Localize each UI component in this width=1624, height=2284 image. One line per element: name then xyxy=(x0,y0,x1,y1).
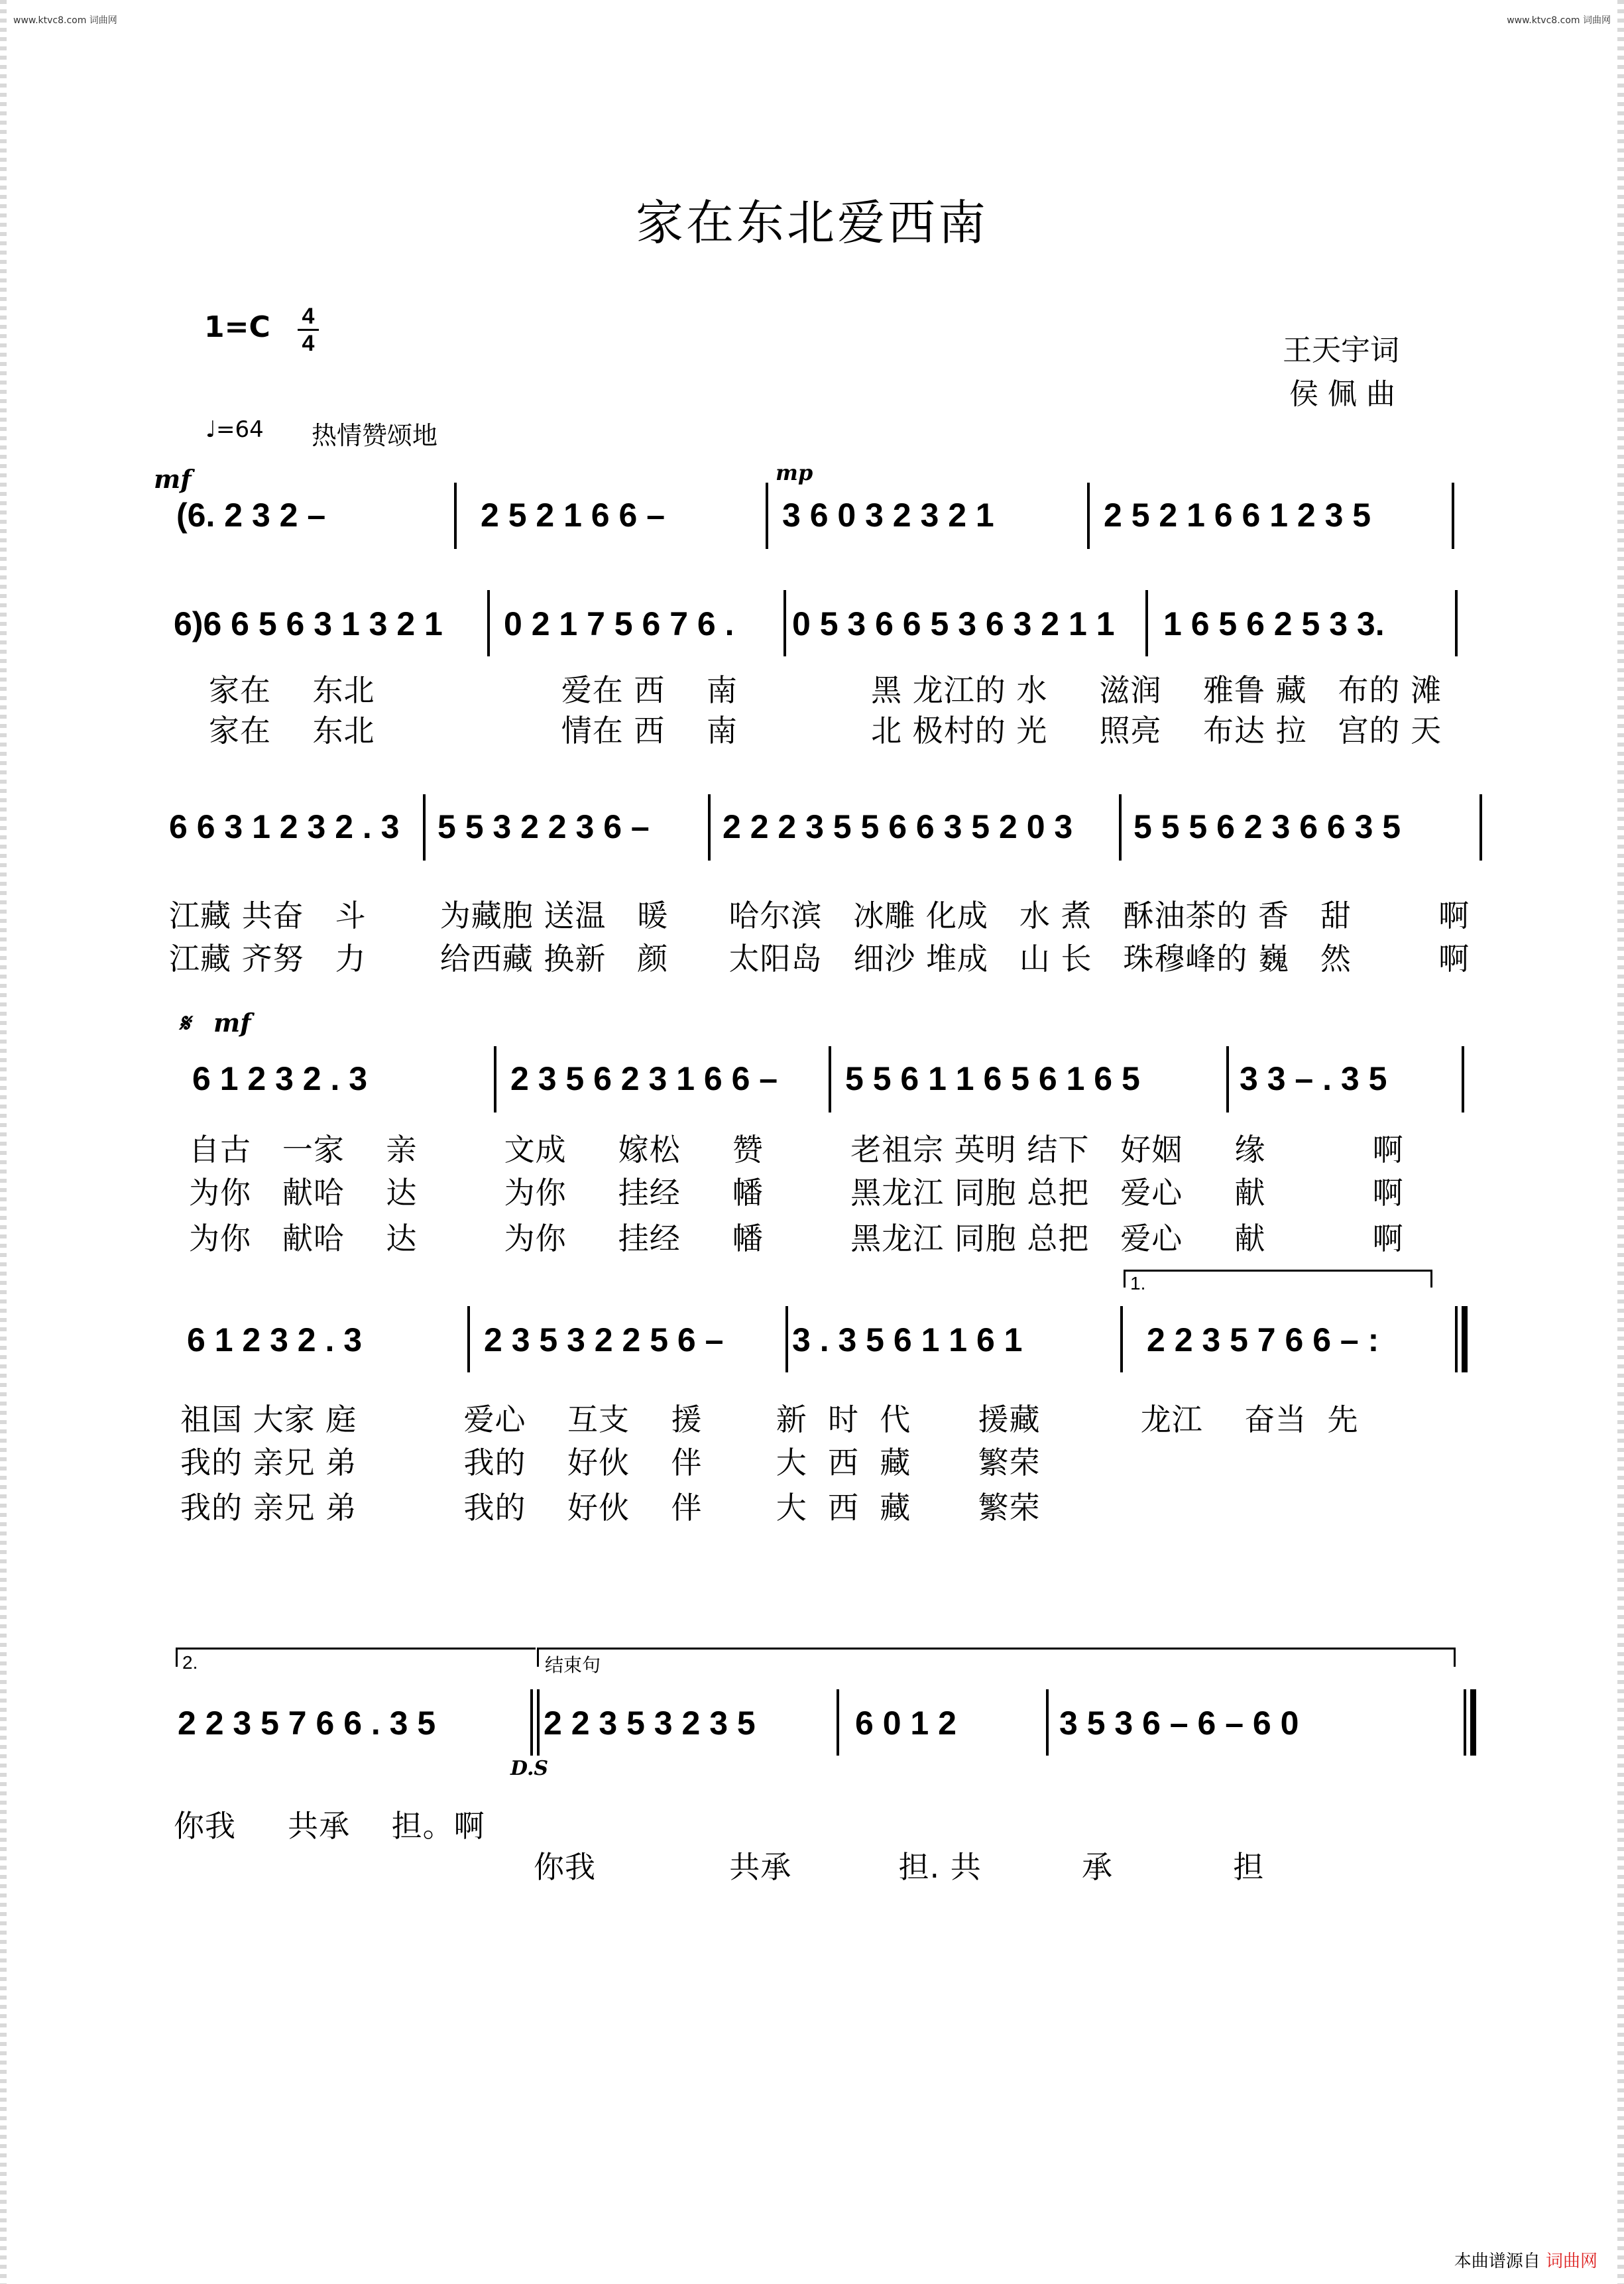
lyric: 伴 xyxy=(671,1490,703,1526)
lyric: 我的 xyxy=(180,1445,243,1480)
lyric: 南 xyxy=(706,713,738,749)
barline xyxy=(1145,590,1148,656)
lyric: 爱心 xyxy=(463,1402,526,1437)
lyric: 好伙 xyxy=(567,1490,630,1526)
barline xyxy=(1119,794,1122,861)
lyric: 繁荣 xyxy=(978,1490,1041,1526)
lyric: 担 xyxy=(1233,1849,1265,1885)
lyric: 我的 xyxy=(463,1445,526,1480)
lyric: 为藏胞 送温 xyxy=(439,898,607,933)
lyric: 献 xyxy=(1234,1221,1266,1256)
lyric: 藏 xyxy=(880,1490,911,1526)
barline xyxy=(454,483,457,549)
lyric: 我的 xyxy=(180,1490,243,1526)
row3-measure4: 5 5 5 6 2 3 6 6 3 5 xyxy=(1133,808,1401,845)
lyric: 共承 xyxy=(729,1849,792,1885)
lyric: 太阳岛 xyxy=(728,941,823,977)
song-title: 家在东北爱西南 xyxy=(635,195,988,251)
barline xyxy=(494,1046,496,1112)
lyric: 东北 xyxy=(312,713,375,749)
final-barline-thin xyxy=(1464,1689,1466,1756)
lyric: 东北 xyxy=(312,672,375,708)
lyric: 挂经 xyxy=(618,1175,681,1211)
footer-credit xyxy=(1454,2248,1597,2272)
second-ending-bracket xyxy=(176,1648,536,1667)
lyric: 爱心 xyxy=(1120,1175,1183,1211)
row4-measure4: 3 3 – . 3 5 xyxy=(1240,1060,1387,1097)
header-site-left: www.ktvc8.com 词曲网 xyxy=(13,15,117,26)
time-sig-bottom: 4 xyxy=(302,331,315,356)
row2-measure1: 6)6 6 5 6 3 1 3 2 1 xyxy=(174,605,443,642)
lyric: 然 xyxy=(1320,941,1352,977)
barline xyxy=(837,1689,839,1756)
row6-measure1: 2 2 3 5 7 6 6 . 3 5 xyxy=(178,1705,436,1742)
row4-measure1: 6 1 2 3 2 . 3 xyxy=(192,1060,368,1097)
barline xyxy=(1452,483,1454,549)
lyric: 力 xyxy=(335,941,367,977)
lyric: 冰雕 化成 xyxy=(853,898,988,933)
lyric: 援藏 xyxy=(978,1402,1041,1437)
row6-measure3: 6 0 1 2 xyxy=(855,1705,957,1742)
lyric: 颜 xyxy=(637,941,669,977)
row6-lyrics-line1 xyxy=(174,1802,485,1846)
lyric: 挂经 xyxy=(618,1221,681,1256)
row5-measure2: 2 3 5 3 2 2 5 6 – xyxy=(484,1321,724,1358)
lyric: 亲兄 xyxy=(253,1490,316,1526)
lyric: 爱心 xyxy=(1120,1221,1183,1256)
barline xyxy=(1087,483,1090,549)
lyric: 亲兄 xyxy=(253,1445,316,1480)
row4-measure3: 5 5 6 1 1 6 5 6 1 6 5 xyxy=(845,1060,1140,1097)
lyric: 共承 xyxy=(288,1808,351,1844)
lyric: 奋当 xyxy=(1244,1402,1307,1437)
segno-mark: 𝄋 xyxy=(179,1008,190,1038)
lyric: 互支 xyxy=(567,1402,630,1437)
lyric: 哈尔滨 xyxy=(728,898,823,933)
lyric: 西 xyxy=(828,1445,859,1480)
lyric: 北 极村的 光 xyxy=(871,713,1048,749)
barline xyxy=(530,1689,533,1756)
lyric: 总把 xyxy=(1027,1175,1090,1211)
lyric: 总把 xyxy=(1027,1221,1090,1256)
barline xyxy=(766,483,768,549)
row5-lyrics-verse3 xyxy=(180,1484,1041,1528)
lyric: 黑龙江 xyxy=(850,1221,945,1256)
lyric: 照亮 xyxy=(1099,713,1162,749)
lyric: 新 xyxy=(776,1402,807,1437)
lyric: 爱在 西 xyxy=(561,672,666,708)
row5-measure4: 2 2 3 5 7 6 6 – : xyxy=(1147,1321,1379,1358)
dynamic-mf-verse: mf xyxy=(213,1008,251,1038)
barline xyxy=(423,794,426,861)
lyric: 啊 xyxy=(1438,941,1470,977)
lyric: 你我 xyxy=(174,1808,236,1844)
lyric: 承 xyxy=(1082,1849,1113,1885)
lyric: 江藏 齐努 xyxy=(169,941,304,977)
lyric: 龙江 xyxy=(1140,1402,1203,1437)
row4-lyrics-verse3 xyxy=(189,1215,1404,1258)
lyric: 情在 西 xyxy=(561,713,666,749)
lyric: 家在 xyxy=(209,713,271,749)
lyric: 宫的 天 xyxy=(1338,713,1442,749)
expression-mark: 热情赞颂地 xyxy=(312,421,438,450)
lyric: 我的 xyxy=(463,1490,526,1526)
row1-measure3: 3 6 0 3 2 3 2 1 xyxy=(782,497,994,534)
row2-measure3: 0 5 3 6 6 5 3 6 3 2 1 1 xyxy=(792,605,1115,642)
row2-measure2: 0 2 1 7 5 6 7 6 . xyxy=(504,605,734,642)
lyric: 献哈 xyxy=(282,1221,345,1256)
lyric: 祖国 xyxy=(180,1402,243,1437)
barline xyxy=(785,1306,788,1372)
row3-lyrics-verse2 xyxy=(169,935,1470,979)
lyric: 幡 xyxy=(732,1221,764,1256)
barline xyxy=(829,1046,831,1112)
row1-measure4: 2 5 2 1 6 6 1 2 3 5 xyxy=(1104,497,1371,534)
lyric: 啊 xyxy=(1438,898,1470,933)
row5-measure3: 3 . 3 5 6 1 1 6 1 xyxy=(792,1321,1023,1358)
repeat-end-barline xyxy=(1462,1306,1468,1372)
lyric: 先 xyxy=(1327,1402,1359,1437)
row3-measure3: 2 2 2 3 5 5 6 6 3 5 2 0 3 xyxy=(723,808,1073,845)
coda-bracket xyxy=(537,1648,1456,1667)
lyric: 幡 xyxy=(732,1175,764,1211)
lyric: 雅鲁 藏 xyxy=(1203,672,1307,708)
lyric: 江藏 共奋 xyxy=(169,898,304,933)
row6-measure4: 3 5 3 6 – 6 – 6 0 xyxy=(1059,1705,1299,1742)
lyric: 大 xyxy=(776,1445,807,1480)
tempo-mark: ♩=64 xyxy=(205,416,264,443)
row2-lyrics-verse2 xyxy=(209,707,1442,751)
lyric: 家在 xyxy=(209,672,271,708)
lyric: 大家 xyxy=(253,1402,316,1437)
barline xyxy=(537,1689,540,1756)
composer-credit: 侯 佩 曲 xyxy=(1289,377,1395,411)
lyric: 你我 xyxy=(534,1849,596,1885)
lyric: 布达 拉 xyxy=(1203,713,1307,749)
lyric: 黑 龙江的 水 xyxy=(871,672,1048,708)
lyric: 啊 xyxy=(1372,1175,1404,1211)
lyric: 庭 xyxy=(325,1402,357,1437)
row3-lyrics-verse1 xyxy=(169,892,1470,935)
lyric: 暖 xyxy=(637,898,669,933)
lyric: 酥油茶的 香 xyxy=(1123,898,1289,933)
lyric: 自古 xyxy=(189,1132,251,1168)
dynamic-mf-intro: mf xyxy=(154,464,192,494)
lyric: 嫁松 xyxy=(618,1132,681,1168)
barline xyxy=(1455,590,1458,656)
row4-lyrics-verse2 xyxy=(189,1169,1404,1213)
barline xyxy=(783,590,786,656)
lyric: 伴 xyxy=(671,1445,703,1480)
barline xyxy=(1226,1046,1229,1112)
lyric: 援 xyxy=(671,1402,703,1437)
row5-measure1: 6 1 2 3 2 . 3 xyxy=(187,1321,363,1358)
lyric: 文成 xyxy=(504,1132,567,1168)
barline xyxy=(1462,1046,1464,1112)
lyric: 一家 xyxy=(282,1132,345,1168)
lyric: 为你 xyxy=(189,1175,251,1211)
footer-brand[interactable]: 词曲网 xyxy=(1545,2252,1597,2271)
row5-lyrics-verse1 xyxy=(180,1396,1359,1439)
lyric: 弟 xyxy=(325,1490,357,1526)
lyric: 山 长 xyxy=(1019,941,1092,977)
barline xyxy=(1120,1306,1123,1372)
coda-label: 结束句 xyxy=(545,1655,601,1675)
header-site-right: www.ktvc8.com 词曲网 xyxy=(1507,15,1611,26)
lyric: 细沙 堆成 xyxy=(853,941,988,977)
lyric: 好姻 xyxy=(1120,1132,1183,1168)
dynamic-mp: mp xyxy=(776,460,813,485)
lyric: 大 xyxy=(776,1490,807,1526)
lyric: 为你 xyxy=(504,1221,567,1256)
ds-mark: D.S xyxy=(510,1757,549,1780)
row4-lyrics-verse1 xyxy=(189,1126,1404,1170)
row1-measure1: (6. 2 3 2 – xyxy=(176,497,326,534)
lyric: 啊 xyxy=(1372,1132,1404,1168)
barline xyxy=(1479,794,1482,861)
lyric: 老祖宗 xyxy=(850,1132,945,1168)
barline xyxy=(708,794,711,861)
lyric: 水 煮 xyxy=(1019,898,1092,933)
final-barline-thick xyxy=(1470,1689,1476,1756)
lyric: 结下 xyxy=(1027,1132,1090,1168)
lyric: 献哈 xyxy=(282,1175,345,1211)
lyric: 缘 xyxy=(1234,1132,1266,1168)
row1-measure2: 2 5 2 1 6 6 – xyxy=(481,497,666,534)
lyric: 达 xyxy=(386,1221,418,1256)
lyric: 甜 xyxy=(1320,898,1352,933)
row3-measure2: 5 5 3 2 2 3 6 – xyxy=(437,808,650,845)
second-ending-label: 2. xyxy=(182,1652,198,1673)
lyric: 布的 滩 xyxy=(1338,672,1442,708)
lyric: 亲 xyxy=(386,1132,418,1168)
lyric: 同胞 xyxy=(954,1221,1017,1256)
lyric: 南 xyxy=(706,672,738,708)
lyric: 献 xyxy=(1234,1175,1266,1211)
first-ending-bracket xyxy=(1124,1270,1432,1288)
lyric: 弟 xyxy=(325,1445,357,1480)
row5-lyrics-verse2 xyxy=(180,1439,1041,1482)
barline xyxy=(1046,1689,1049,1756)
lyric: 为你 xyxy=(504,1175,567,1211)
lyric: 赞 xyxy=(732,1132,764,1168)
barline xyxy=(487,590,490,656)
lyric: 担. 共 xyxy=(898,1849,982,1885)
lyricist-credit: 王天宇词 xyxy=(1283,333,1399,367)
first-ending-label: 1. xyxy=(1130,1273,1146,1293)
lyric: 英明 xyxy=(954,1132,1017,1168)
lyric: 繁荣 xyxy=(978,1445,1041,1480)
lyric: 为你 xyxy=(189,1221,251,1256)
row6-measure2: 2 2 3 5 3 2 3 5 xyxy=(544,1705,756,1742)
lyric: 达 xyxy=(386,1175,418,1211)
row2-measure4: 1 6 5 6 2 5 3 3. xyxy=(1163,605,1385,642)
key-label: 1=C xyxy=(204,310,270,344)
lyric: 藏 xyxy=(880,1445,911,1480)
lyric: 给西藏 换新 xyxy=(439,941,607,977)
time-sig-top: 4 xyxy=(302,304,315,329)
lyric: 时 xyxy=(828,1402,859,1437)
lyric: 西 xyxy=(828,1490,859,1526)
row6-lyrics-line2 xyxy=(534,1843,1264,1887)
lyric: 同胞 xyxy=(954,1175,1017,1211)
barline xyxy=(1455,1306,1458,1372)
footer-label: 本曲谱源自 xyxy=(1454,2252,1540,2271)
lyric: 啊 xyxy=(1372,1221,1404,1256)
lyric: 黑龙江 xyxy=(850,1175,945,1211)
lyric: 担。啊 xyxy=(391,1808,485,1844)
lyric: 代 xyxy=(880,1402,911,1437)
barline xyxy=(467,1306,470,1372)
row2-lyrics-verse1 xyxy=(209,666,1442,710)
lyric: 滋润 xyxy=(1099,672,1162,708)
lyric: 珠穆峰的 巍 xyxy=(1123,941,1289,977)
row4-measure2: 2 3 5 6 2 3 1 6 6 – xyxy=(510,1060,778,1097)
lyric: 好伙 xyxy=(567,1445,630,1480)
row3-measure1: 6 6 3 1 2 3 2 . 3 xyxy=(169,808,400,845)
lyric: 斗 xyxy=(335,898,367,933)
